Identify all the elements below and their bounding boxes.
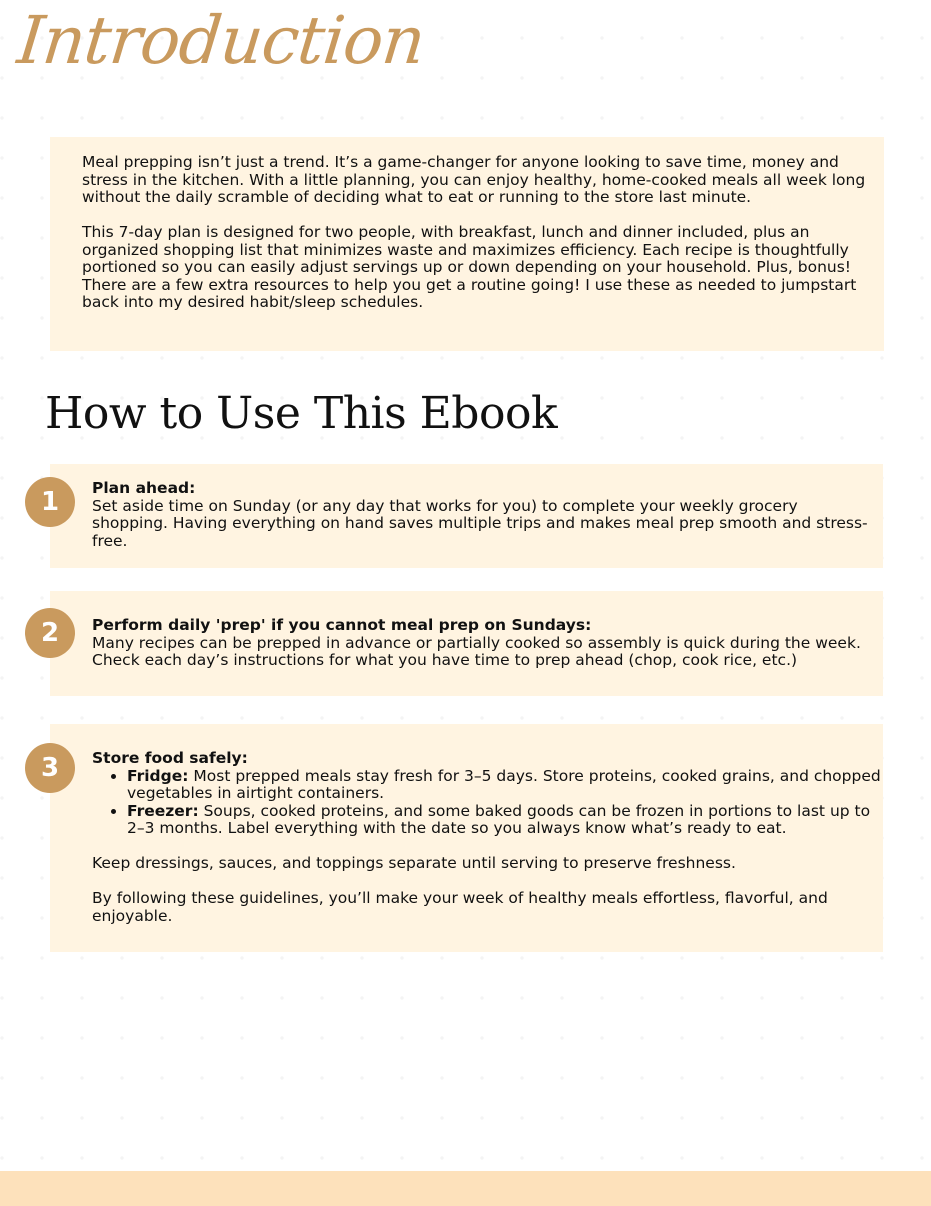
- step-1-number-badge: 1: [25, 477, 75, 527]
- list-item: [127, 803, 882, 838]
- step-panel-1: [50, 464, 883, 568]
- freezer-label: Freezer:: [127, 801, 199, 820]
- intro-paragraph-2: This 7-day plan is designed for two people, with breakfast, lunch and dinner included, plus an organized shopping list that minimizes waste and maximizes efficiency. Each recipe is thoughtfully portioned so you can easily adjust servings up or down depending on your household. Plus, bonus! There are a few extra resources to help you get a routine going! I use these as needed to jumpstart back into my desired habit/sleep schedules.: [82, 223, 857, 311]
- step-2-content: [92, 617, 872, 670]
- step-3-title: Store food safely:: [92, 749, 248, 767]
- step-2-body: Many recipes can be prepped in advance or partially cooked so assembly is quick during the week. Check each day’s instructions for what you have time to prep ahead (chop, cook rice, etc.): [92, 633, 861, 669]
- step-3-note-1: Keep dressings, sauces, and toppings separate until serving to preserve freshness.: [92, 854, 736, 872]
- intro-paragraph-1: Meal prepping isn’t just a trend. It’s a game-changer for anyone looking to save time, money and stress in the kitchen. With a little planning, you can enjoy healthy, home-cooked meals all week long without the daily scramble of deciding what to eat or running to the store last minute.: [82, 153, 866, 206]
- freezer-text: Soups, cooked proteins, and some baked goods can be frozen in portions to last up to 2–3 months. Label everything with the date so you always know what’s ready to eat.: [127, 801, 871, 837]
- list-item: [127, 768, 882, 803]
- step-3-content: [92, 750, 882, 925]
- step-2-title: Perform daily 'prep' if you cannot meal prep on Sundays:: [92, 616, 592, 634]
- storage-list: [92, 768, 882, 838]
- step-3-note-2: By following these guidelines, you’ll make your week of healthy meals effortless, flavorful, and enjoyable.: [92, 889, 828, 925]
- step-panel-2: [50, 591, 883, 696]
- step-1-title: Plan ahead:: [92, 479, 196, 497]
- footer-bar: [0, 1171, 931, 1206]
- fridge-text: Most prepped meals stay fresh for 3–5 days. Store proteins, cooked grains, and chopped vegetables in airtight containers.: [127, 766, 881, 802]
- howto-heading: How to Use This Ebook: [45, 388, 558, 439]
- step-3-number-badge: 3: [25, 743, 75, 793]
- step-1-body: Set aside time on Sunday (or any day that works for you) to complete your weekly grocery shopping. Having everything on hand saves multiple trips and makes meal prep smooth and stress-free.: [92, 496, 868, 550]
- intro-panel: [50, 137, 884, 351]
- fridge-label: Fridge:: [127, 766, 189, 785]
- step-1-content: [92, 480, 872, 550]
- step-2-number-badge: 2: [25, 608, 75, 658]
- page-title: Introduction: [14, 2, 429, 79]
- step-panel-3: [50, 724, 883, 952]
